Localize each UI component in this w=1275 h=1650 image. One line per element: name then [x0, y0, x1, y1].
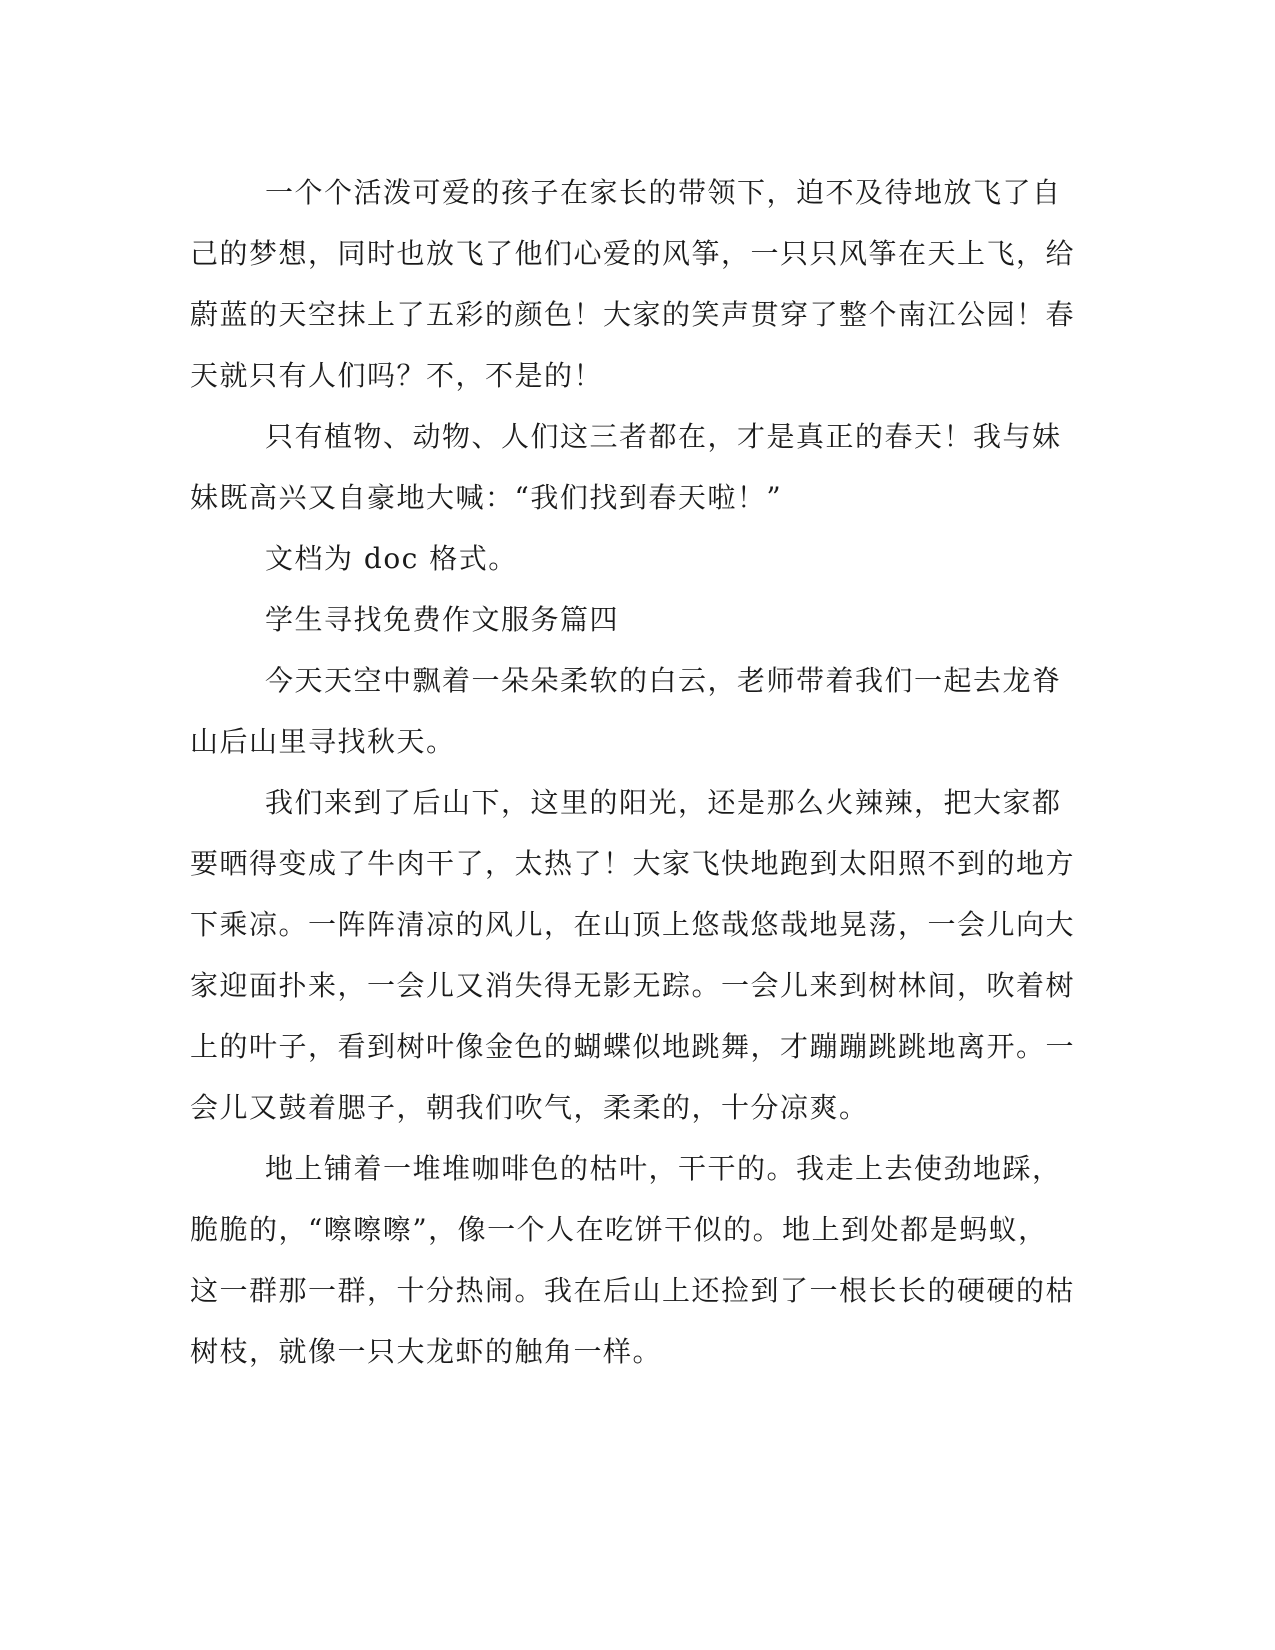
- paragraph-kites: 一个个活泼可爱的孩子在家长的带领下，迫不及待地放飞了自己的梦想，同时也放飞了他们心爱的风筝，一只只风筝在天上飞，给蔚蓝的天空抹上了五彩的颜色！大家的笑声贯穿了整个南江公园！春天就只有人们吗？不，不是的！: [190, 176, 1076, 392]
- paragraph-back-mountain: 我们来到了后山下，这里的阳光，还是那么火辣辣，把大家都要晒得变成了牛肉干了，太热了！大家飞快地跑到太阳照不到的地方下乘凉。一阵阵清凉的风儿，在山顶上悠哉悠哉地晃荡，一会儿向大家迎面扑来，一会儿又消失得无影无踪。一会儿来到树林间，吹着树上的叶子，看到树叶像金色的蝴蝶似地跳舞，才蹦蹦跳跳地离开。一会儿又鼓着腮子，朝我们吹气，柔柔的，十分凉爽。: [190, 786, 1076, 1124]
- section-heading: 学生寻找免费作文服务篇四: [265, 603, 620, 636]
- paragraph-dry-leaves: 地上铺着一堆堆咖啡色的枯叶，干干的。我走上去使劲地踩，脆脆的，“嚓嚓嚓”，像一个人在吃饼干似的。地上到处都是蚂蚁，这一群那一群，十分热闹。我在后山上还捡到了一根长长的硬硬的枯树枝，就像一只大龙虾的触角一样。: [190, 1152, 1076, 1368]
- paragraph-format-note: 文档为 doc 格式。: [265, 542, 518, 575]
- paragraph-found-spring: 只有植物、动物、人们这三者都在，才是真正的春天！我与妹妹既高兴又自豪地大喊：“我们找到春天啦！”: [190, 420, 1062, 514]
- paragraph-autumn-intro: 今天天空中飘着一朵朵柔软的白云，老师带着我们一起去龙脊山后山里寻找秋天。: [190, 664, 1062, 758]
- document-body: [190, 162, 1075, 1382]
